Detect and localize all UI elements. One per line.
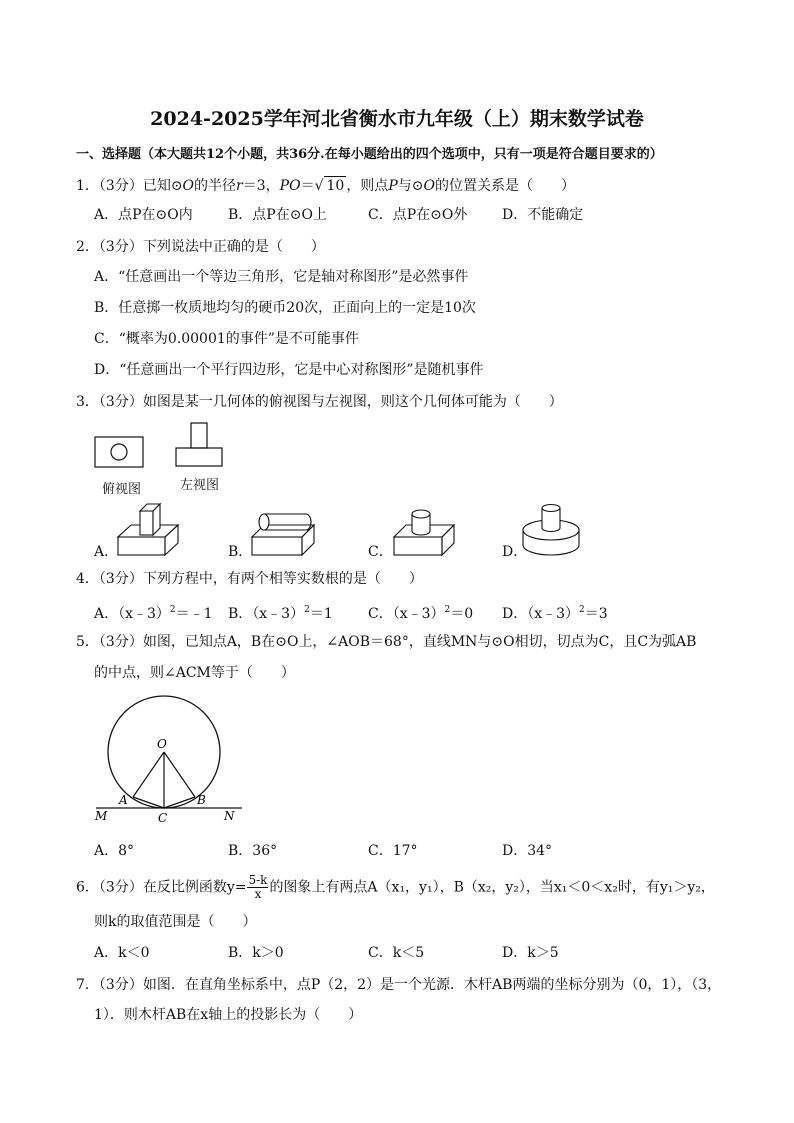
- label-o: O: [157, 737, 167, 751]
- q5-option-d[interactable]: D．34°: [502, 843, 553, 859]
- q2-option-d[interactable]: D．“任意画出一个平行四边形，它是中心对称图形”是随机事件: [94, 362, 484, 378]
- q4-option-b[interactable]: B．（x﹣3）$^2$＝1: [228, 605, 333, 622]
- q6-option-d[interactable]: D．k＞5: [502, 945, 559, 961]
- page-title: 2024-2025学年河北省衡水市九年级（上）期末数学试卷: [150, 108, 644, 130]
- left-view-caption: 左视图: [180, 478, 220, 493]
- question-5-line-1: 5．（3分）如图，已知点A，B在⊙O上，∠AOB＝68°，直线MN与⊙O相切，切点为C，且C为弧AB: [76, 634, 697, 650]
- q3-option-a[interactable]: A．: [94, 544, 119, 560]
- q4-option-a[interactable]: A．（x﹣3）$^2$＝﹣1: [94, 605, 213, 622]
- label-a: A: [119, 793, 128, 807]
- section-heading: 一、选择题（本大题共12个小题，共36分.在每小题给出的四个选项中，只有一项是符合题目要求的）: [76, 147, 663, 162]
- question-6-line-1: 6．（3分）在反比例函数y= $\frac{5-k}{x}$ 的图象上有两点A（x₁，y₁），B（x₂，y₂），当x₁＜0＜x₂时，有y₁＞y₂，: [76, 873, 715, 901]
- q5-option-b[interactable]: B．36°: [228, 843, 278, 859]
- q1-option-c[interactable]: C．点P在⊙O外: [368, 207, 468, 223]
- segment-oa: [133, 752, 164, 797]
- question-1-stem: 1．（3分）已知⊙O的半径r＝3，PO＝√ 10 ，则点P与⊙O的位置关系是（ ）: [76, 178, 575, 194]
- q3-option-c[interactable]: C．: [368, 544, 393, 560]
- segment-ob: [164, 752, 195, 797]
- fraction: $\frac{5-k}{x}$: [248, 873, 268, 901]
- q1-option-d[interactable]: D．不能确定: [502, 207, 584, 223]
- question-5-line-2: 的中点，则∠ACM等于（ ）: [94, 665, 295, 681]
- q6-option-b[interactable]: B．k＞0: [228, 945, 284, 961]
- q1-option-a[interactable]: A．点P在⊙O内: [94, 207, 193, 223]
- question-7-line-2: 1）．则木杆AB在x轴上的投影长为（ ）: [94, 1007, 363, 1023]
- top-view-caption: 俯视图: [102, 482, 142, 497]
- question-7-line-1: 7．（3分）如图．在直角坐标系中，点P（2，2）是一个光源．木杆AB两端的坐标分别为（0，1），（3，: [76, 977, 722, 993]
- q5-option-a[interactable]: A．8°: [94, 843, 135, 859]
- question-4-stem: 4．（3分）下列方程中，有两个相等实数根的是（ ）: [76, 571, 423, 587]
- label-m: M: [95, 809, 108, 823]
- q1-option-b[interactable]: B．点P在⊙O上: [228, 207, 327, 223]
- q5-option-c[interactable]: C．17°: [368, 843, 418, 859]
- q3-option-b[interactable]: B．: [228, 544, 253, 560]
- question-6-line-2: 则k的取值范围是（ ）: [94, 914, 257, 930]
- q4-option-d[interactable]: D．（x﹣3）$^2$＝3: [502, 605, 608, 622]
- label-n: N: [224, 809, 235, 823]
- q2-option-c[interactable]: C．“概率为0.00001的事件”是不可能事件: [94, 331, 359, 347]
- label-c: C: [158, 811, 168, 825]
- q3-option-d[interactable]: D．: [502, 544, 528, 560]
- q6-option-a[interactable]: A．k＜0: [94, 945, 150, 961]
- sqrt-10: 10: [326, 178, 345, 194]
- q2-option-b[interactable]: B．任意掷一枚质地均匀的硬币20次，正面向上的一定是10次: [94, 300, 476, 316]
- label-b: B: [197, 793, 206, 807]
- question-2-stem: 2．（3分）下列说法中正确的是（ ）: [76, 239, 325, 255]
- q4-option-c[interactable]: C．（x﹣3）$^2$＝0: [368, 605, 474, 622]
- q6-option-c[interactable]: C．k＜5: [368, 945, 425, 961]
- q2-option-a[interactable]: A．“任意画出一个等边三角形，它是轴对称图形”是必然事件: [94, 269, 469, 285]
- question-3-stem: 3．（3分）如图是某一几何体的俯视图与左视图，则这个几何体可能为（ ）: [76, 394, 563, 410]
